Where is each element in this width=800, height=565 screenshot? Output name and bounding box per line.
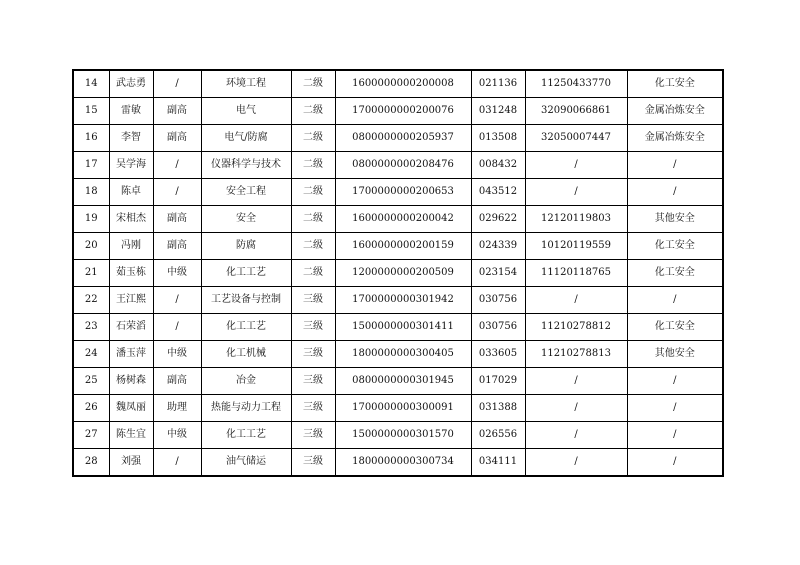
grade-level-cell: 三级 <box>291 341 335 368</box>
certificate-number-cell: 1500000000301411 <box>335 314 471 341</box>
person-name-cell: 茹玉栋 <box>109 260 153 287</box>
professional-title-cell: 副高 <box>153 233 201 260</box>
grade-level-cell: 二级 <box>291 179 335 206</box>
safety-field-cell: / <box>627 422 723 449</box>
specialty-cell: 环境工程 <box>201 70 291 98</box>
table-row <box>73 152 723 179</box>
registration-number-cell: 11210278812 <box>525 314 627 341</box>
professional-title-cell: 副高 <box>153 206 201 233</box>
safety-field-cell: 化工安全 <box>627 260 723 287</box>
registration-number-cell: / <box>525 395 627 422</box>
safety-field-cell: 化工安全 <box>627 314 723 341</box>
grade-level-cell: 三级 <box>291 422 335 449</box>
safety-field-cell: / <box>627 152 723 179</box>
professional-title-cell: 中级 <box>153 260 201 287</box>
registration-number-cell: 10120119559 <box>525 233 627 260</box>
safety-field-cell: 化工安全 <box>627 233 723 260</box>
registration-number-cell: 32050007447 <box>525 125 627 152</box>
row-number-cell: 17 <box>73 152 109 179</box>
grade-level-cell: 二级 <box>291 98 335 125</box>
specialty-cell: 安全工程 <box>201 179 291 206</box>
safety-field-cell: / <box>627 449 723 477</box>
certificate-number-cell: 1800000000300405 <box>335 341 471 368</box>
row-number-cell: 20 <box>73 233 109 260</box>
grade-level-cell: 二级 <box>291 70 335 98</box>
professional-title-cell: 副高 <box>153 98 201 125</box>
table-row <box>73 314 723 341</box>
certificate-number-cell: 1700000000300091 <box>335 395 471 422</box>
professional-title-cell: / <box>153 152 201 179</box>
certificate-number-cell: 0800000000205937 <box>335 125 471 152</box>
grade-level-cell: 三级 <box>291 395 335 422</box>
certificate-number-cell: 1700000000200653 <box>335 179 471 206</box>
grade-level-cell: 三级 <box>291 287 335 314</box>
row-number-cell: 14 <box>73 70 109 98</box>
specialty-cell: 热能与动力工程 <box>201 395 291 422</box>
registration-code-cell: 024339 <box>471 233 525 260</box>
professional-title-cell: / <box>153 179 201 206</box>
registration-code-cell: 034111 <box>471 449 525 477</box>
registration-code-cell: 017029 <box>471 368 525 395</box>
specialty-cell: 化工工艺 <box>201 260 291 287</box>
person-name-cell: 杨树森 <box>109 368 153 395</box>
specialty-cell: 冶金 <box>201 368 291 395</box>
person-name-cell: 李智 <box>109 125 153 152</box>
table-body <box>73 70 723 476</box>
grade-level-cell: 三级 <box>291 314 335 341</box>
person-name-cell: 吴学海 <box>109 152 153 179</box>
certificate-number-cell: 0800000000301945 <box>335 368 471 395</box>
certificate-number-cell: 1800000000300734 <box>335 449 471 477</box>
table-row <box>73 395 723 422</box>
registration-number-cell: / <box>525 449 627 477</box>
registration-code-cell: 008432 <box>471 152 525 179</box>
table-row <box>73 260 723 287</box>
specialty-cell: 仪器科学与技术 <box>201 152 291 179</box>
registration-code-cell: 033605 <box>471 341 525 368</box>
row-number-cell: 22 <box>73 287 109 314</box>
certificate-number-cell: 1700000000301942 <box>335 287 471 314</box>
certificate-number-cell: 1600000000200159 <box>335 233 471 260</box>
specialty-cell: 电气 <box>201 98 291 125</box>
personnel-table <box>72 69 724 477</box>
table-row <box>73 341 723 368</box>
registration-number-cell: 11120118765 <box>525 260 627 287</box>
row-number-cell: 19 <box>73 206 109 233</box>
row-number-cell: 27 <box>73 422 109 449</box>
safety-field-cell: 其他安全 <box>627 206 723 233</box>
table-row <box>73 422 723 449</box>
registration-code-cell: 029622 <box>471 206 525 233</box>
row-number-cell: 21 <box>73 260 109 287</box>
registration-number-cell: / <box>525 152 627 179</box>
specialty-cell: 工艺设备与控制 <box>201 287 291 314</box>
specialty-cell: 化工工艺 <box>201 314 291 341</box>
safety-field-cell: / <box>627 395 723 422</box>
registration-number-cell: 11250433770 <box>525 70 627 98</box>
registration-code-cell: 023154 <box>471 260 525 287</box>
registration-number-cell: / <box>525 368 627 395</box>
registration-number-cell: / <box>525 179 627 206</box>
registration-code-cell: 030756 <box>471 287 525 314</box>
registration-code-cell: 026556 <box>471 422 525 449</box>
professional-title-cell: 中级 <box>153 422 201 449</box>
table-row <box>73 206 723 233</box>
safety-field-cell: / <box>627 287 723 314</box>
row-number-cell: 18 <box>73 179 109 206</box>
safety-field-cell: 化工安全 <box>627 70 723 98</box>
table-row <box>73 233 723 260</box>
safety-field-cell: 其他安全 <box>627 341 723 368</box>
professional-title-cell: / <box>153 287 201 314</box>
grade-level-cell: 三级 <box>291 449 335 477</box>
row-number-cell: 26 <box>73 395 109 422</box>
table-row <box>73 70 723 98</box>
person-name-cell: 石荣滔 <box>109 314 153 341</box>
registration-code-cell: 031248 <box>471 98 525 125</box>
professional-title-cell: 助理 <box>153 395 201 422</box>
person-name-cell: 刘强 <box>109 449 153 477</box>
row-number-cell: 15 <box>73 98 109 125</box>
registration-code-cell: 013508 <box>471 125 525 152</box>
registration-code-cell: 031388 <box>471 395 525 422</box>
table-row <box>73 98 723 125</box>
professional-title-cell: 副高 <box>153 125 201 152</box>
row-number-cell: 28 <box>73 449 109 477</box>
certificate-number-cell: 1200000000200509 <box>335 260 471 287</box>
person-name-cell: 雷敏 <box>109 98 153 125</box>
professional-title-cell: 中级 <box>153 341 201 368</box>
grade-level-cell: 二级 <box>291 152 335 179</box>
person-name-cell: 陈生宜 <box>109 422 153 449</box>
specialty-cell: 防腐 <box>201 233 291 260</box>
professional-title-cell: / <box>153 314 201 341</box>
person-name-cell: 陈卓 <box>109 179 153 206</box>
table-row <box>73 449 723 477</box>
table-row <box>73 179 723 206</box>
specialty-cell: 安全 <box>201 206 291 233</box>
registration-number-cell: 32090066861 <box>525 98 627 125</box>
grade-level-cell: 二级 <box>291 260 335 287</box>
certificate-number-cell: 1600000000200042 <box>335 206 471 233</box>
certificate-number-cell: 0800000000208476 <box>335 152 471 179</box>
registration-code-cell: 021136 <box>471 70 525 98</box>
grade-level-cell: 二级 <box>291 206 335 233</box>
grade-level-cell: 二级 <box>291 233 335 260</box>
professional-title-cell: 副高 <box>153 368 201 395</box>
registration-number-cell: / <box>525 287 627 314</box>
certificate-number-cell: 1600000000200008 <box>335 70 471 98</box>
person-name-cell: 冯刚 <box>109 233 153 260</box>
table-row <box>73 125 723 152</box>
professional-title-cell: / <box>153 449 201 477</box>
registration-number-cell: 12120119803 <box>525 206 627 233</box>
registration-number-cell: / <box>525 422 627 449</box>
safety-field-cell: 金属冶炼安全 <box>627 98 723 125</box>
grade-level-cell: 二级 <box>291 125 335 152</box>
registration-code-cell: 030756 <box>471 314 525 341</box>
person-name-cell: 宋相杰 <box>109 206 153 233</box>
specialty-cell: 油气储运 <box>201 449 291 477</box>
row-number-cell: 24 <box>73 341 109 368</box>
row-number-cell: 25 <box>73 368 109 395</box>
row-number-cell: 23 <box>73 314 109 341</box>
safety-field-cell: / <box>627 368 723 395</box>
person-name-cell: 王江熙 <box>109 287 153 314</box>
safety-field-cell: / <box>627 179 723 206</box>
specialty-cell: 电气/防腐 <box>201 125 291 152</box>
specialty-cell: 化工机械 <box>201 341 291 368</box>
person-name-cell: 武志勇 <box>109 70 153 98</box>
certificate-number-cell: 1500000000301570 <box>335 422 471 449</box>
grade-level-cell: 三级 <box>291 368 335 395</box>
professional-title-cell: / <box>153 70 201 98</box>
registration-code-cell: 043512 <box>471 179 525 206</box>
person-name-cell: 潘玉萍 <box>109 341 153 368</box>
person-name-cell: 魏凤丽 <box>109 395 153 422</box>
certificate-number-cell: 1700000000200076 <box>335 98 471 125</box>
table-row <box>73 368 723 395</box>
table-row <box>73 287 723 314</box>
row-number-cell: 16 <box>73 125 109 152</box>
safety-field-cell: 金属冶炼安全 <box>627 125 723 152</box>
registration-number-cell: 11210278813 <box>525 341 627 368</box>
specialty-cell: 化工工艺 <box>201 422 291 449</box>
